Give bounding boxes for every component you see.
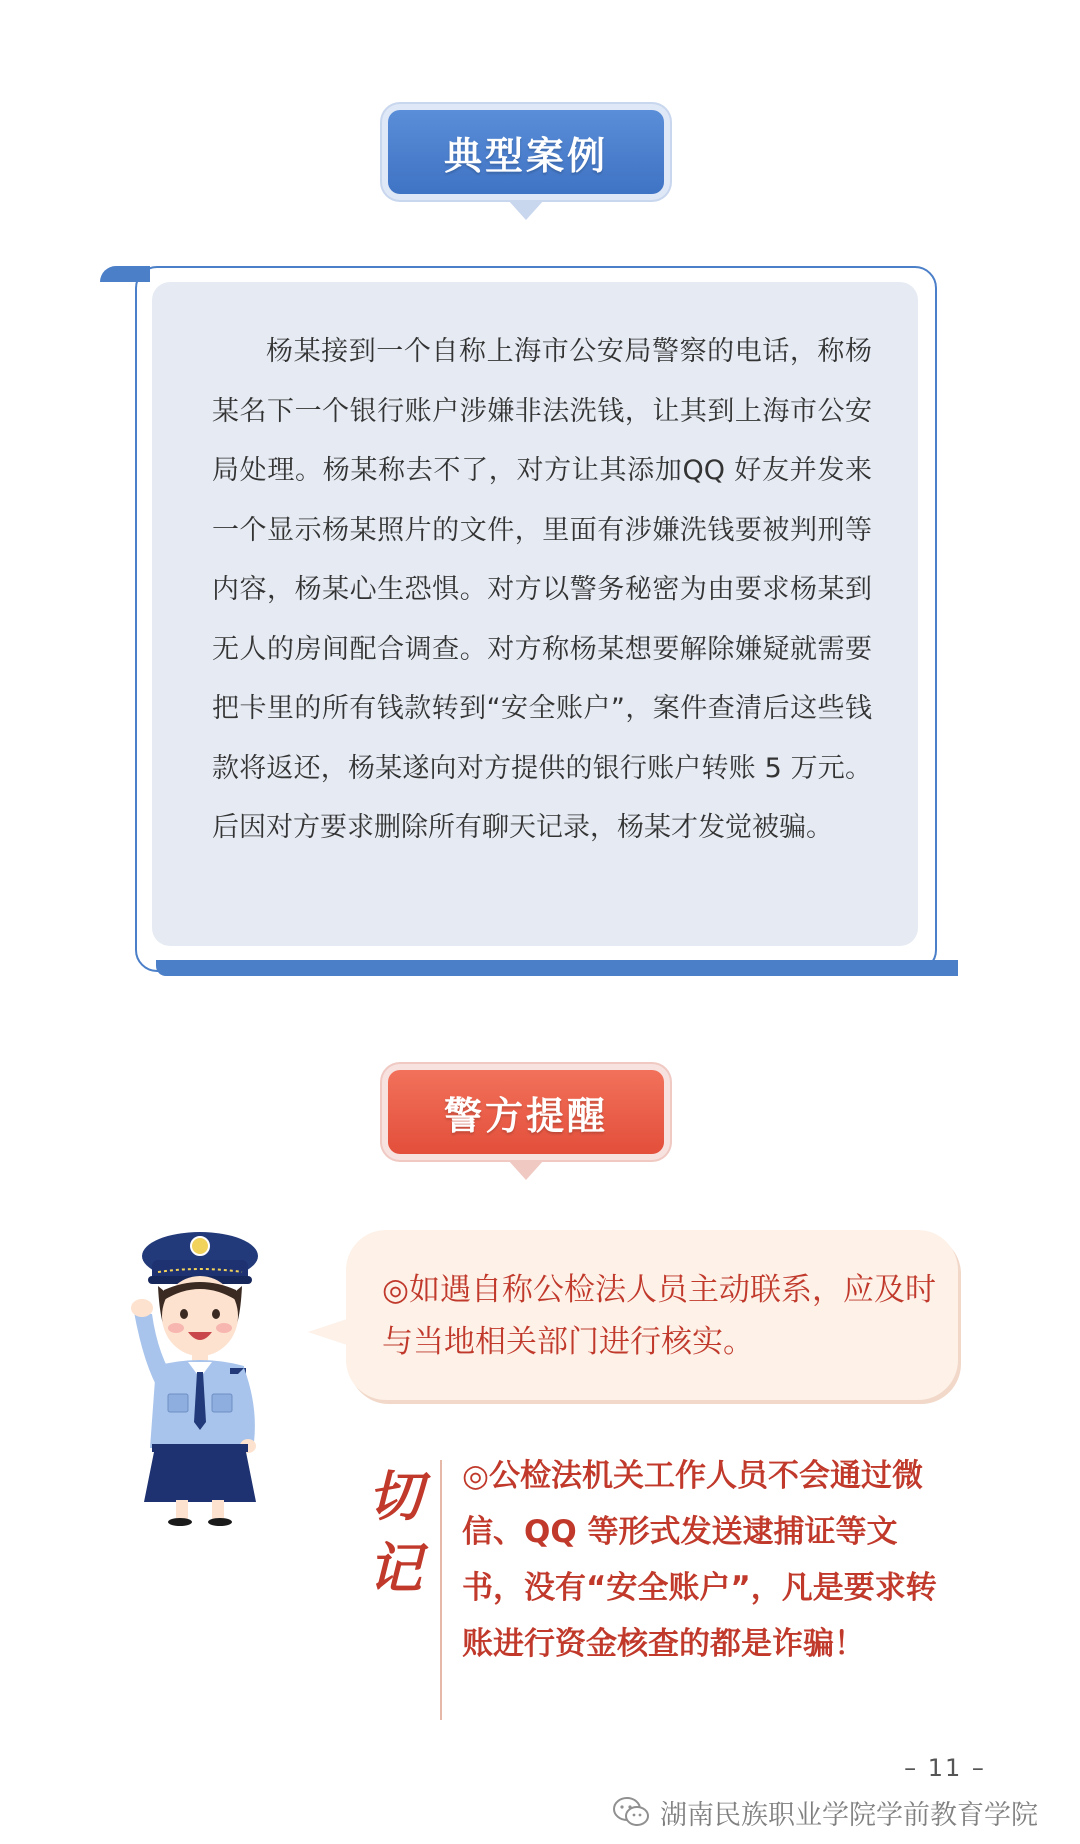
header-pointer [508, 200, 544, 220]
case-section-header [382, 104, 670, 200]
header-pointer [508, 1160, 544, 1180]
speech-bubble-tail [308, 1318, 350, 1346]
page-number: – 11 – [904, 1754, 986, 1782]
case-section-title: 典型案例 [388, 110, 664, 194]
watermark-text: 湖南民族职业学院学前教育学院 [660, 1799, 1038, 1831]
case-description: 杨某接到一个自称上海市公安局警察的电话，称杨某名下一个银行账户涉嫌非法洗钱，让其到上海市公安局处理。杨某称去不了，对方让其添加QQ 好友并发来一个显示杨某照片的文件，里面有涉嫌洗钱要被判刑等内容，杨某心生恐惧。对方以警务秘密为由要求杨某到无人的房间配合调查。对方称杨某想要解除嫌疑就需要把卡里的所有钱款转到“安全账户”，案件查清后这些钱款将返还，杨某遂向对方提供的银行账户转账 5 万元。后因对方要求删除所有聊天记录，杨某才发觉被骗。 [212, 336, 872, 843]
remember-label: 切记 [368, 1464, 422, 1600]
reminder-section-header [382, 1064, 670, 1160]
card-tab-top [100, 266, 150, 282]
wechat-icon [612, 1796, 650, 1828]
card-tab-bottom [156, 960, 958, 976]
fraud-warning: ◎公检法机关工作人员不会通过微信、QQ 等形式发送逮捕证等文书，没有“安全账户”，凡是要求转账进行资金核查的都是诈骗！ [462, 1458, 937, 1662]
remember-divider [440, 1460, 442, 1720]
reminder-section-title: 警方提醒 [388, 1070, 664, 1154]
watermark [612, 1792, 1062, 1832]
verification-advice: ◎如遇自称公检法人员主动联系，应及时与当地相关部门进行核实。 [382, 1272, 937, 1360]
police-officer-illustration [118, 1216, 288, 1526]
